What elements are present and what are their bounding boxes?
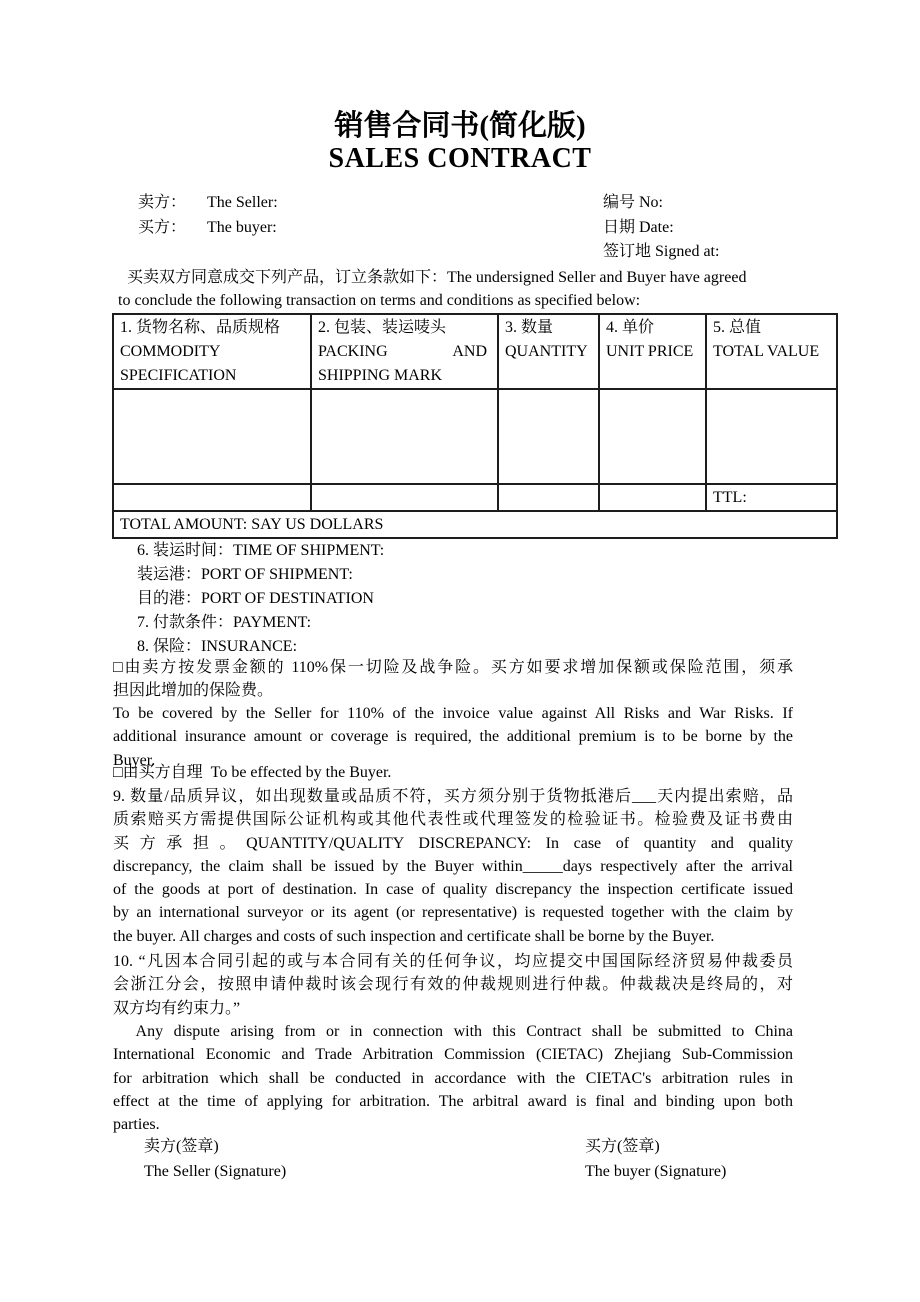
text-line: discrepancy, the claim shall be issued by the Buyer within_____days respectively after the arrival: [113, 857, 793, 875]
text-line: 质索赔买方需提供国际公证机构或其他代表性或代理签发的检验证书。检验费及证书费由: [113, 811, 793, 829]
seller-label-en: The Seller:: [207, 194, 278, 211]
buyer-signature-label-zh: 买方(签章): [585, 1138, 660, 1155]
ttl-cell-1: [113, 484, 311, 511]
goods-table-total-row: [113, 511, 837, 538]
text-line: for arbitration which shall be conducted in accordance with the CIETAC's arbitration rules in: [113, 1069, 793, 1087]
header-packing-en2: SHIPPING MARK: [318, 367, 443, 384]
contract-no-label: 编号 No:: [603, 194, 664, 211]
header-cell-quantity: [498, 314, 599, 389]
buyer-signature-label-en: The buyer (Signature): [585, 1163, 727, 1181]
signature-line-zh: [0, 1134, 920, 1159]
buyer-label-zh: 买方：: [138, 218, 187, 236]
text-line: 买方承担。QUANTITY/QUALITY DISCREPANCY: In case of quantity and quality: [113, 834, 793, 852]
header-total-value-zh: 5. 总值: [713, 319, 762, 336]
header-quantity-en: QUANTITY: [505, 343, 588, 360]
text-line: 目的港：PORT OF DESTINATION: [137, 590, 374, 607]
ttl-label-cell: TTL:: [706, 484, 837, 511]
header-line-seller: [0, 191, 920, 216]
header-packing-word2: AND: [452, 343, 487, 360]
empty-cell-quantity: [498, 389, 599, 484]
goods-table-ttl-row: [113, 484, 837, 511]
header-commodity-zh: 1. 货物名称、品质规格: [120, 319, 281, 336]
insurance-option2: □由买方自理 To be effected by the Buyer.: [113, 764, 392, 781]
seller-signature-label-en: The Seller (Signature): [144, 1163, 287, 1181]
empty-cell-unit-price: [599, 389, 706, 484]
header-packing-zh: 2. 包装、装运唛头: [318, 319, 447, 336]
text-line: To be covered by the Seller for 110% of the invoice value against All Risks and War Risks. If: [113, 705, 793, 722]
buyer-label-en: The buyer:: [207, 218, 277, 236]
text-line: 7. 付款条件：PAYMENT:: [137, 614, 312, 631]
ttl-cell-4: [599, 484, 706, 511]
header-commodity-en2: SPECIFICATION: [120, 367, 237, 384]
text-line: by an international surveyor or its agent (or representative) is requested together with the claim by: [113, 904, 793, 922]
header-packing-word1: PACKING: [318, 343, 388, 360]
text-line: 8. 保险：INSURANCE:: [137, 638, 298, 655]
header-unit-price-en: UNIT PRICE: [606, 343, 694, 360]
seller-signature-label-zh: 卖方(签章): [144, 1138, 219, 1155]
ttl-cell-2: [311, 484, 498, 511]
text-line: additional insurance amount or coverage is required, the additional premium is to be borne by the: [113, 728, 793, 746]
empty-cell-packing: [311, 389, 498, 484]
text-line: Any dispute arising from or in connection with this Contract shall be submitted to China: [113, 1023, 794, 1040]
text-line: effect at the time of applying for arbitration. The arbitral award is final and binding upon both: [113, 1092, 793, 1110]
contract-date-label: 日期 Date:: [603, 218, 674, 236]
header-quantity-zh: 3. 数量: [505, 319, 554, 336]
text-line: 9. 数量/品质异议，如出现数量或品质不符，买方须分别于货物抵港后___天内提出索赔，品: [113, 788, 793, 805]
signature-block: [0, 1134, 920, 1185]
contract-title-en: SALES CONTRACT: [328, 143, 592, 174]
text-line: International Economic and Trade Arbitration Commission (CIETAC) Zhejiang Sub-Commission: [113, 1046, 793, 1064]
seller-label-zh: 卖方：: [138, 194, 187, 211]
header-line-buyer: [0, 216, 920, 241]
signed-at-label: 签订地 Signed at:: [603, 243, 720, 261]
text-line: 会浙江分会，按照申请仲裁时该会现行有效的仲裁规则进行仲裁。仲裁裁决是终局的，对: [113, 976, 793, 994]
header-line-signed-at: [0, 240, 920, 265]
clause-10-arbitration-en: [113, 1020, 793, 1136]
empty-cell-total-value: [706, 389, 837, 484]
header-cell-total-value: [706, 314, 837, 389]
text-line: to conclude the following transaction on terms and conditions as specified below:: [118, 292, 641, 310]
goods-table-header-row: [113, 314, 837, 389]
total-amount-cell: TOTAL AMOUNT: SAY US DOLLARS: [113, 511, 837, 538]
goods-table: [112, 313, 838, 539]
ttl-cell-3: [498, 484, 599, 511]
clause-9-discrepancy: [113, 785, 793, 948]
header-cell-packing: [311, 314, 498, 389]
intro-paragraph: [118, 266, 798, 313]
text-line: Buyer.: [113, 751, 156, 769]
signature-line-en: [0, 1159, 920, 1184]
header-total-value-en: TOTAL VALUE: [713, 343, 820, 360]
text-line: the buyer. All charges and costs of such inspection and certificate shall be borne by the Buyer.: [113, 927, 715, 945]
text-line: 6. 装运时间：TIME OF SHIPMENT:: [137, 542, 385, 559]
clauses-6-7-8: [137, 539, 837, 659]
empty-cell-commodity: [113, 389, 311, 484]
text-line: 担因此增加的保险费。: [113, 682, 274, 700]
text-line: 装运港：PORT OF SHIPMENT:: [137, 566, 353, 583]
text-line: 双方均有约束力。”: [113, 999, 241, 1017]
text-line: of the goods at port of destination. In case of quality discrepancy the inspection certificate issued: [113, 881, 793, 899]
insurance-option1-zh: [113, 656, 793, 703]
contract-header-fields: [0, 191, 920, 265]
goods-table-empty-row: [113, 389, 837, 484]
text-line: □由卖方按发票金额的 110%保一切险及战争险。买方如要求增加保额或保险范围，须承: [113, 659, 793, 676]
clause-10-arbitration-zh: [113, 950, 793, 1020]
contract-title-zh: 销售合同书(简化版): [334, 110, 586, 142]
header-commodity-en1: COMMODITY: [120, 343, 221, 360]
header-cell-unit-price: [599, 314, 706, 389]
header-cell-commodity: [113, 314, 311, 389]
text-line: 10. “凡因本合同引起的或与本合同有关的任何争议，均应提交中国国际经济贸易仲裁委员: [113, 953, 793, 970]
text-line: 买卖双方同意成交下列产品，订立条款如下：The undersigned Seller and Buyer have agreed: [127, 269, 747, 286]
text-line: parties.: [113, 1116, 160, 1134]
header-unit-price-zh: 4. 单价: [606, 319, 655, 336]
header-packing-en1: [318, 340, 497, 364]
